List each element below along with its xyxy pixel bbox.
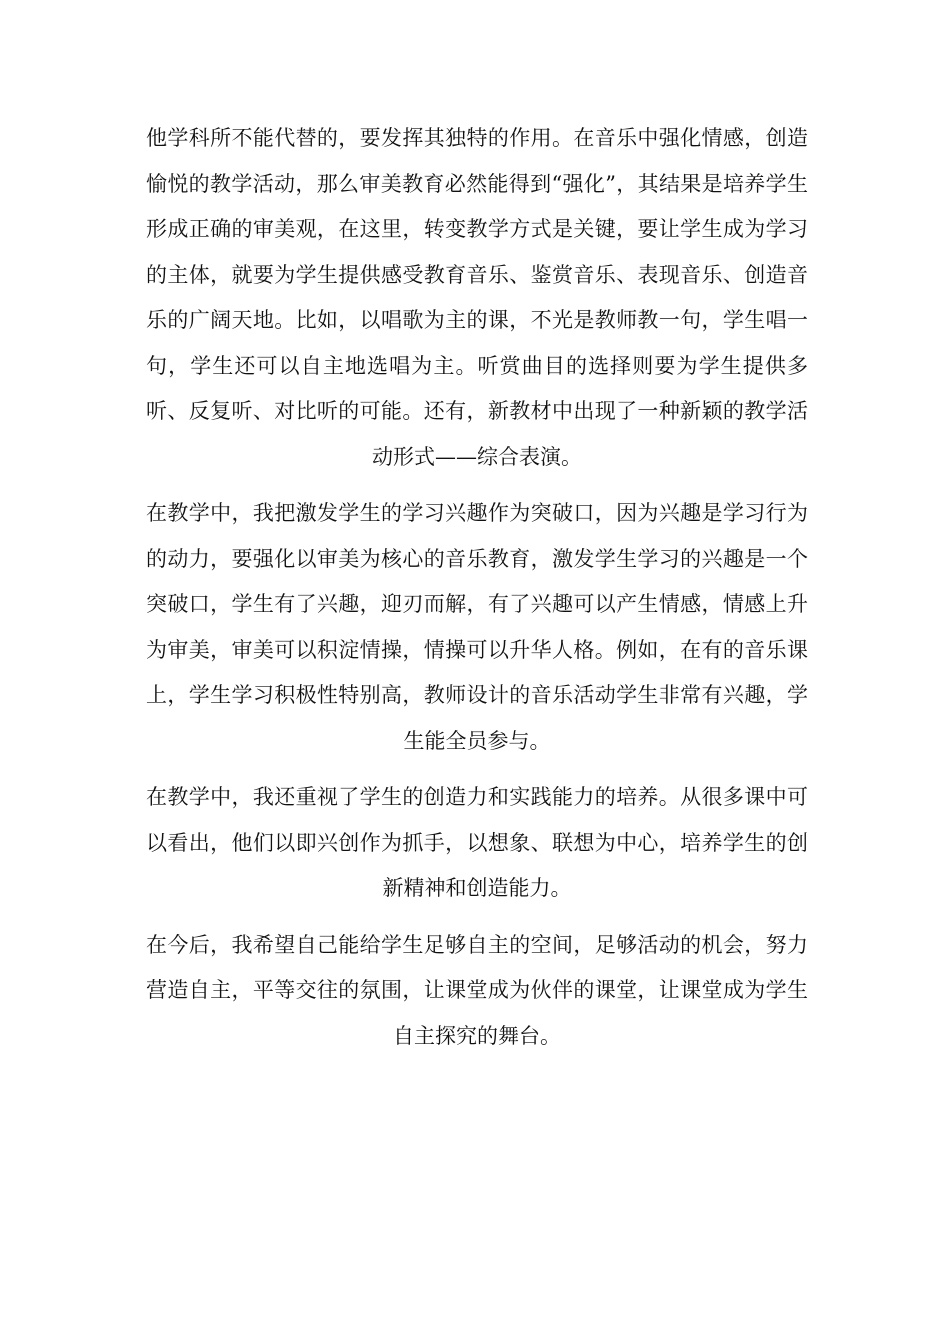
paragraph-4: [146, 923, 808, 1060]
text-line: 乐的广阔天地。比如，以唱歌为主的课，不光是教师教一句，学生唱一: [146, 308, 808, 332]
text-line: 上，学生学习积极性特别高，教师设计的音乐活动学生非常有兴趣，学: [146, 683, 808, 707]
text-line: 在教学中，我还重视了学生的创造力和实践能力的培养。从很多课中可: [146, 785, 808, 809]
paragraph-1: [146, 116, 808, 480]
text-line: 为审美，审美可以积淀情操，情操可以升华人格。例如，在有的音乐课: [146, 637, 808, 662]
text-line: 他学科所不能代替的，要发挥其独特的作用。在音乐中强化情感，创造: [146, 126, 808, 150]
text-line: 的动力，要强化以审美为核心的音乐教育，激发学生学习的兴趣是一个: [146, 546, 808, 571]
text-line: 以看出，他们以即兴创作为抓手，以想象、联想为中心，培养学生的创: [146, 830, 808, 855]
paragraph-2: [146, 491, 808, 764]
text-line: 突破口，学生有了兴趣，迎刃而解，有了兴趣可以产生情感，情感上升: [146, 592, 808, 616]
text-line: 句，学生还可以自主地选唱为主。听赏曲目的选择则要为学生提供多: [146, 353, 808, 378]
text-line: 自主探究的舞台。: [393, 1023, 561, 1048]
text-line: 形成正确的审美观，在这里，转变教学方式是关键，要让学生成为学习: [146, 217, 808, 241]
text-line: 生能全员参与。: [403, 728, 551, 753]
text-line: 新精神和创造能力。: [382, 876, 572, 900]
text-line: 愉悦的教学活动，那么审美教育必然能得到“强化”，其结果是培养学生: [146, 171, 808, 196]
paragraph-3: [146, 775, 808, 912]
text-line: 动形式——综合表演。: [372, 444, 582, 469]
document-body: [146, 116, 808, 1070]
text-line: 听、反复听、对比听的可能。还有，新教材中出现了一种新颖的教学活: [146, 399, 808, 423]
text-line: 的主体，就要为学生提供感受教育音乐、鉴赏音乐、表现音乐、创造音: [146, 262, 808, 287]
text-line: 在教学中，我把激发学生的学习兴趣作为突破口，因为兴趣是学习行为: [146, 501, 808, 525]
text-line: 营造自主，平等交往的氛围，让课堂成为伙伴的课堂，让课堂成为学生: [146, 978, 808, 1002]
text-line: 在今后，我希望自己能给学生足够自主的空间，足够活动的机会，努力: [146, 932, 808, 957]
